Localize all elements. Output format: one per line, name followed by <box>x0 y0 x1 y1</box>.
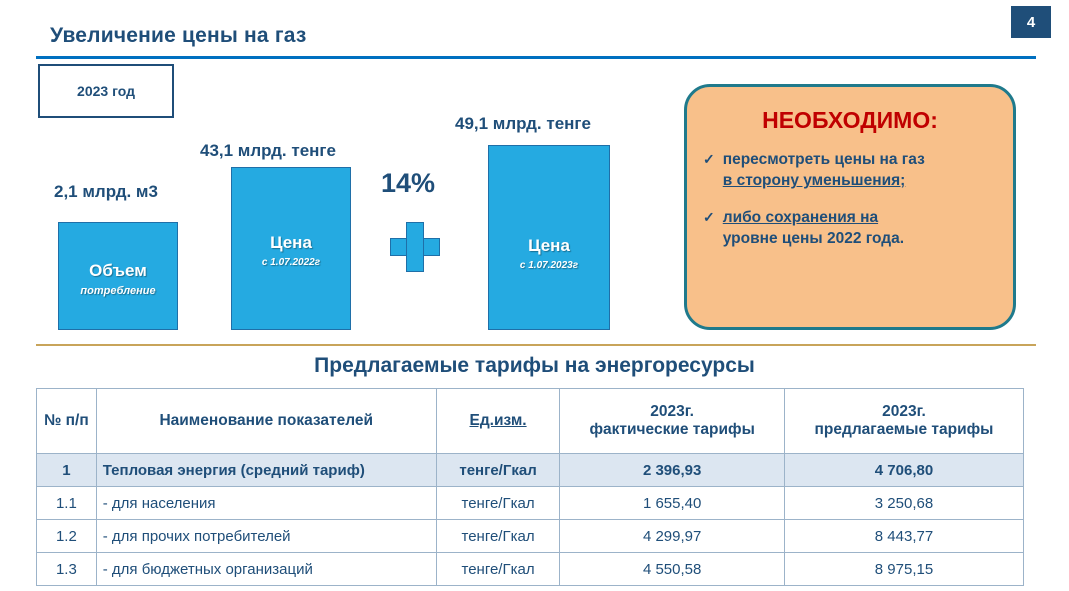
check-icon: ✓ <box>703 151 715 167</box>
callout-item-line2: в сторону уменьшения; <box>722 171 906 189</box>
cell-index: 1 <box>37 454 97 487</box>
table-title: Предлагаемые тарифы на энергоресурсы <box>314 354 755 377</box>
slide-number-badge: 4 <box>1011 6 1051 38</box>
table-header-row <box>37 389 1024 454</box>
header-fact <box>560 389 785 454</box>
page-title: Увеличение цены на газ <box>50 24 307 47</box>
percent-increase-label: 14% <box>381 168 436 198</box>
year-badge: 2023 год <box>38 64 174 118</box>
price-2022-bar <box>231 167 351 330</box>
cell-fact: 1 655,40 <box>560 487 785 520</box>
tariffs-table-header <box>37 389 1024 454</box>
header-unit: Ед.изм. <box>436 389 560 454</box>
table-row <box>37 520 1024 553</box>
cell-name: - для прочих потребителей <box>96 520 436 553</box>
cell-unit: тенге/Гкал <box>436 520 560 553</box>
cell-proposed: 4 706,80 <box>784 454 1023 487</box>
cell-index: 1.3 <box>37 553 97 586</box>
price-2023-bar-label: Цена <box>528 236 570 255</box>
header-proposed <box>784 389 1023 454</box>
cell-proposed: 8 443,77 <box>784 520 1023 553</box>
volume-bar <box>58 222 178 330</box>
recommendation-callout <box>684 84 1016 330</box>
price-2023-bar-sublabel: с 1.07.2023г <box>519 260 579 271</box>
callout-item-line1: либо сохранения на <box>722 208 879 226</box>
tariffs-table-body <box>37 454 1024 586</box>
cell-index: 1.2 <box>37 520 97 553</box>
check-icon: ✓ <box>703 208 715 225</box>
header-proposed-line1: 2023г. <box>882 403 926 420</box>
callout-item <box>703 150 997 192</box>
cell-proposed: 3 250,68 <box>784 487 1023 520</box>
callout-item-line2: уровне цены 2022 года. <box>722 229 905 247</box>
cell-fact: 4 299,97 <box>560 520 785 553</box>
cell-unit: тенге/Гкал <box>436 487 560 520</box>
section-divider <box>36 344 1036 346</box>
table-row <box>37 487 1024 520</box>
header-fact-line2: фактические тарифы <box>589 421 755 438</box>
volume-bar-sublabel: потребление <box>80 285 156 297</box>
cell-unit: тенге/Гкал <box>436 553 560 586</box>
volume-bar-label: Объем <box>89 261 147 280</box>
callout-item <box>703 208 997 250</box>
callout-item-line1: пересмотреть цены на газ <box>722 151 925 168</box>
tariffs-table <box>36 388 1024 586</box>
cell-proposed: 8 975,15 <box>784 553 1023 586</box>
title-underline-rule <box>36 56 1036 59</box>
table-row <box>37 454 1024 487</box>
header-index: № п/п <box>37 389 97 454</box>
callout-item-text <box>723 208 904 250</box>
cell-name: - для населения <box>96 487 436 520</box>
price-2023-bar <box>488 145 610 330</box>
cell-fact: 2 396,93 <box>560 454 785 487</box>
table-row <box>37 553 1024 586</box>
header-proposed-line2: предлагаемые тарифы <box>814 421 994 438</box>
callout-item-text <box>723 150 925 192</box>
price-2022-bar-sublabel: с 1.07.2022г <box>261 257 321 268</box>
price-2022-bar-label: Цена <box>270 233 312 252</box>
cell-index: 1.1 <box>37 487 97 520</box>
left-margin-strip <box>0 0 30 591</box>
cell-unit: тенге/Гкал <box>436 454 560 487</box>
callout-title: НЕОБХОДИМО: <box>762 107 938 133</box>
header-fact-line1: 2023г. <box>650 403 694 420</box>
header-name: Наименование показателей <box>96 389 436 454</box>
price-2023-caption: 49,1 млрд. тенге <box>455 114 591 133</box>
cell-fact: 4 550,58 <box>560 553 785 586</box>
cell-name: Тепловая энергия (средний тариф) <box>96 454 436 487</box>
plus-vertical-bar <box>406 222 424 272</box>
plus-sign-icon <box>390 222 440 272</box>
volume-caption: 2,1 млрд. м3 <box>54 182 158 201</box>
cell-name: - для бюджетных организаций <box>96 553 436 586</box>
price-2022-caption: 43,1 млрд. тенге <box>200 141 336 160</box>
